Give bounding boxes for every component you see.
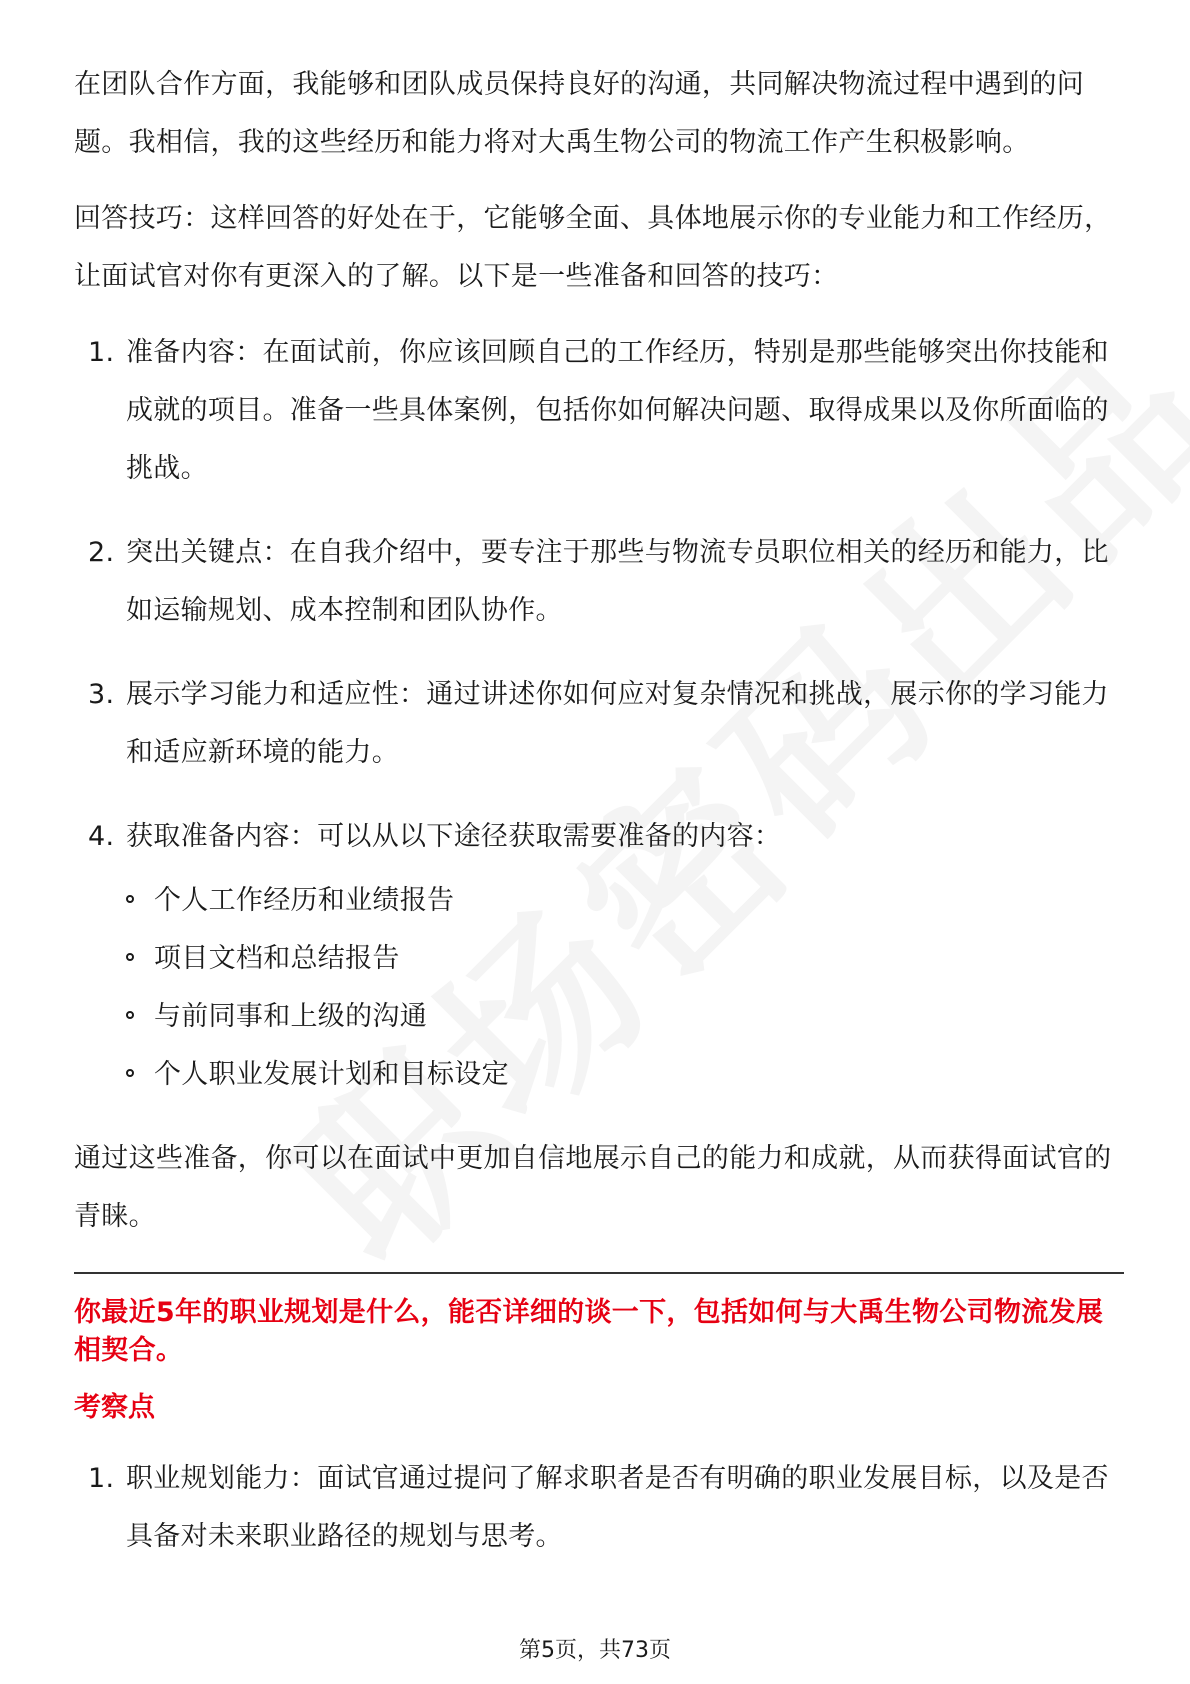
list-number: 1. [88,337,115,368]
list-item-text: 职业规划能力：面试官通过提问了解求职者是否有明确的职业发展目标，以及是否具备对未来职业路径的规划与思考。 [126,1463,1109,1552]
list-item-text: 准备内容：在面试前，你应该回顾自己的工作经历，特别是那些能够突出你技能和成就的项目。准备一些具体案例，包括你如何解决问题、取得成果以及你所面临的挑战。 [126,337,1109,484]
sublist-item-text: 与前同事和上级的沟通 [154,1001,427,1032]
circle-bullet-icon [126,1069,134,1077]
section-divider [74,1272,1124,1274]
interview-question: 你最近5年的职业规划是什么，能否详细的谈一下，包括如何与大禹生物公司物流发展相契合。 [74,1297,1104,1366]
sublist-item-text: 个人工作经历和业绩报告 [154,885,455,916]
sublist-item [126,930,1124,988]
list-item [74,324,1124,498]
list-number: 4. [88,821,115,852]
list-number: 2. [88,537,115,568]
list-item-text: 获取准备内容：可以从以下途径获取需要准备的内容： [126,821,782,852]
closing-paragraph: 通过这些准备，你可以在面试中更加自信地展示自己的能力和成就，从而获得面试官的青睐。 [74,1143,1112,1232]
list-item [74,1450,1124,1566]
list-item-text: 突出关键点：在自我介绍中，要专注于那些与物流专员职位相关的经历和能力，比如运输规划、成本控制和团队协作。 [126,537,1109,626]
sublist-item [126,1046,1124,1104]
list-item [74,524,1124,640]
intro-paragraph-1: 在团队合作方面，我能够和团队成员保持良好的沟通，共同解决物流过程中遇到的问题。我相信，我的这些经历和能力将对大禹生物公司的物流工作产生积极影响。 [74,69,1085,158]
circle-bullet-icon [126,953,134,961]
list-item-text: 展示学习能力和适应性：通过讲述你如何应对复杂情况和挑战，展示你的学习能力和适应新环境的能力。 [126,679,1109,768]
list-item [74,808,1124,1104]
section-title: 考察点 [74,1392,155,1423]
list-number: 3. [88,679,115,710]
sublist-item-text: 项目文档和总结报告 [154,943,400,974]
circle-bullet-icon [126,895,134,903]
sublist-item-text: 个人职业发展计划和目标设定 [154,1059,509,1090]
list-number: 1. [88,1463,115,1494]
tips-list [74,324,1124,1104]
circle-bullet-icon [126,1011,134,1019]
checkpoints-list [74,1450,1124,1566]
sublist-item [126,988,1124,1046]
document-page [74,56,1124,1592]
page-footer: 第5页，共73页 [519,1638,671,1663]
sources-sublist [126,872,1124,1104]
sublist-item [126,872,1124,930]
intro-paragraph-2: 回答技巧：这样回答的好处在于，它能够全面、具体地展示你的专业能力和工作经历，让面试官对你有更深入的了解。以下是一些准备和回答的技巧： [74,203,1112,292]
list-item [74,666,1124,782]
